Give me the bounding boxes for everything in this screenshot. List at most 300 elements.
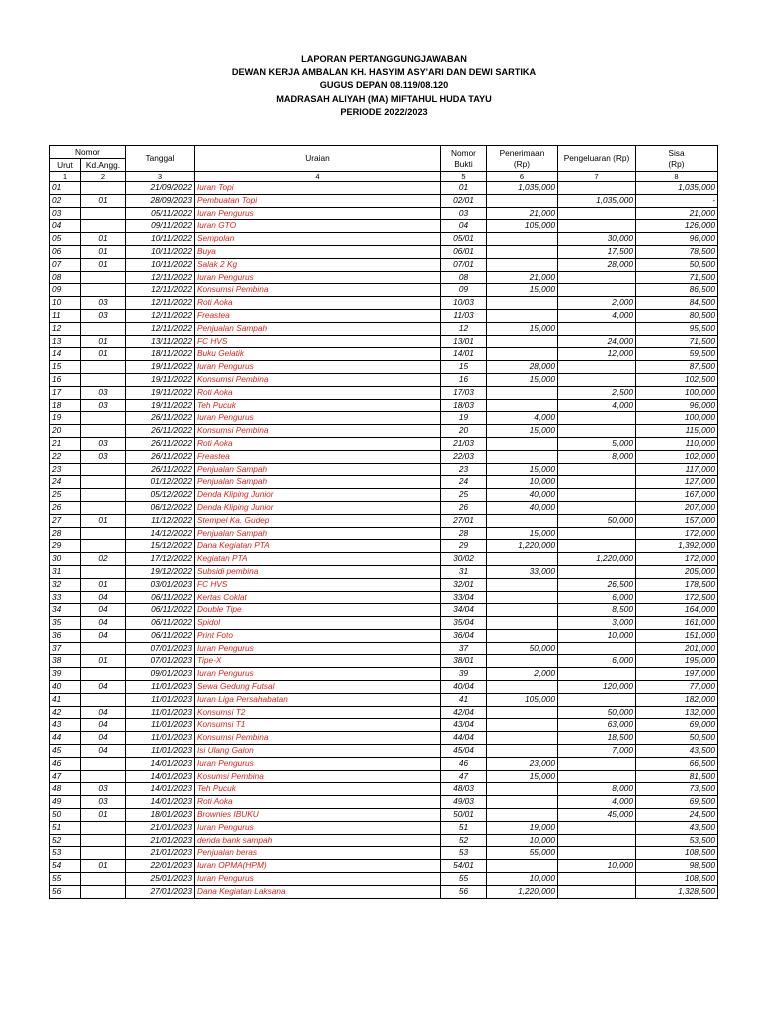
cell-pengeluaran: 3,000: [558, 617, 636, 630]
cell-sisa: 96,000: [636, 399, 718, 412]
col-number: 2: [81, 172, 126, 182]
cell-sisa: 71,500: [636, 335, 718, 348]
table-row: [50, 719, 718, 732]
table-row: [50, 489, 718, 502]
cell-pengeluaran: 24,000: [558, 335, 636, 348]
cell-nomor-bukti: 26: [441, 501, 487, 514]
cell-kd-angg: 04: [81, 591, 126, 604]
table-row: [50, 732, 718, 745]
cell-kd-angg: 03: [81, 399, 126, 412]
cell-sisa: 50,500: [636, 258, 718, 271]
cell-sisa: 172,000: [636, 527, 718, 540]
cell-nomor-bukti: 13/01: [441, 335, 487, 348]
cell-kd-angg: 04: [81, 745, 126, 758]
cell-nomor-bukti: 40/04: [441, 681, 487, 694]
cell-nomor-bukti: 05/01: [441, 233, 487, 246]
cell-uraian: Iuran Pengurus: [195, 668, 441, 681]
table-row: [50, 809, 718, 822]
cell-sisa: 73,500: [636, 783, 718, 796]
cell-penerimaan: [487, 386, 558, 399]
table-row: [50, 412, 718, 425]
cell-sisa: 115,000: [636, 425, 718, 438]
cell-nomor-bukti: 09: [441, 284, 487, 297]
cell-urut: 33: [50, 591, 81, 604]
cell-sisa: 21,000: [636, 207, 718, 220]
cell-tanggal: 21/01/2023: [126, 834, 195, 847]
cell-pengeluaran: 6,000: [558, 591, 636, 604]
cell-tanggal: 14/01/2023: [126, 770, 195, 783]
cell-penerimaan: 10,000: [487, 834, 558, 847]
cell-pengeluaran: [558, 565, 636, 578]
cell-penerimaan: 15,000: [487, 373, 558, 386]
cell-sisa: 96,000: [636, 233, 718, 246]
cell-penerimaan: [487, 399, 558, 412]
cell-tanggal: 11/01/2023: [126, 681, 195, 694]
cell-urut: 45: [50, 745, 81, 758]
cell-pengeluaran: [558, 873, 636, 886]
cell-kd-angg: 04: [81, 706, 126, 719]
cell-tanggal: 22/01/2023: [126, 860, 195, 873]
cell-tanggal: 10/11/2022: [126, 258, 195, 271]
cell-tanggal: 19/11/2022: [126, 373, 195, 386]
cell-pengeluaran: [558, 821, 636, 834]
cell-nomor-bukti: 31: [441, 565, 487, 578]
cell-urut: 14: [50, 348, 81, 361]
cell-urut: 17: [50, 386, 81, 399]
cell-pengeluaran: [558, 476, 636, 489]
cell-penerimaan: [487, 783, 558, 796]
table-row: [50, 860, 718, 873]
cell-pengeluaran: 18,500: [558, 732, 636, 745]
cell-penerimaan: [487, 297, 558, 310]
cell-tanggal: 26/11/2022: [126, 437, 195, 450]
cell-tanggal: 14/12/2022: [126, 527, 195, 540]
cell-sisa: 151,000: [636, 629, 718, 642]
cell-uraian: Roti Aoka: [195, 386, 441, 399]
cell-uraian: Stempel Ka. Gudep: [195, 514, 441, 527]
cell-nomor-bukti: 45/04: [441, 745, 487, 758]
col-number: 3: [126, 172, 195, 182]
cell-kd-angg: [81, 412, 126, 425]
cell-tanggal: 07/01/2023: [126, 642, 195, 655]
cell-uraian: Konsumsi T1: [195, 719, 441, 732]
cell-tanggal: 12/11/2022: [126, 322, 195, 335]
cell-uraian: Iuran GTO: [195, 220, 441, 233]
cell-sisa: 71,500: [636, 271, 718, 284]
cell-penerimaan: 28,000: [487, 361, 558, 374]
cell-kd-angg: 04: [81, 629, 126, 642]
cell-kd-angg: 01: [81, 514, 126, 527]
cell-penerimaan: [487, 629, 558, 642]
cell-penerimaan: [487, 553, 558, 566]
cell-tanggal: 21/09/2022: [126, 182, 195, 195]
cell-kd-angg: 03: [81, 437, 126, 450]
cell-urut: 07: [50, 258, 81, 271]
cell-uraian: Iuran Pengurus: [195, 271, 441, 284]
table-row: [50, 425, 718, 438]
table-row: [50, 540, 718, 553]
cell-kd-angg: [81, 489, 126, 502]
cell-pengeluaran: 5,000: [558, 437, 636, 450]
cell-penerimaan: 15,000: [487, 770, 558, 783]
col-header-penerimaan: Penerimaan (Rp): [487, 146, 558, 172]
cell-penerimaan: [487, 194, 558, 207]
cell-uraian: Roti Aoka: [195, 796, 441, 809]
cell-uraian: FC HVS: [195, 578, 441, 591]
cell-tanggal: 09/01/2023: [126, 668, 195, 681]
cell-pengeluaran: [558, 501, 636, 514]
cell-urut: 11: [50, 309, 81, 322]
cell-nomor-bukti: 41: [441, 693, 487, 706]
cell-nomor-bukti: 20: [441, 425, 487, 438]
cell-penerimaan: [487, 719, 558, 732]
cell-uraian: Kosumsi Pembina: [195, 770, 441, 783]
cell-uraian: Pembuatan Topi: [195, 194, 441, 207]
cell-sisa: 172,500: [636, 591, 718, 604]
cell-tanggal: 11/01/2023: [126, 706, 195, 719]
cell-penerimaan: 40,000: [487, 501, 558, 514]
cell-tanggal: 19/12/2022: [126, 565, 195, 578]
table-row: [50, 873, 718, 886]
cell-kd-angg: [81, 540, 126, 553]
cell-nomor-bukti: 14/01: [441, 348, 487, 361]
cell-penerimaan: [487, 335, 558, 348]
cell-penerimaan: [487, 706, 558, 719]
cell-tanggal: 03/01/2023: [126, 578, 195, 591]
cell-tanggal: 10/11/2022: [126, 233, 195, 246]
cell-sisa: 207,000: [636, 501, 718, 514]
cell-penerimaan: 105,000: [487, 693, 558, 706]
cell-uraian: Kertas Coklat: [195, 591, 441, 604]
cell-pengeluaran: 4,000: [558, 399, 636, 412]
table-row: [50, 642, 718, 655]
cell-penerimaan: 15,000: [487, 322, 558, 335]
cell-sisa: 77,000: [636, 681, 718, 694]
cell-urut: 24: [50, 476, 81, 489]
table-row: [50, 770, 718, 783]
cell-urut: 44: [50, 732, 81, 745]
cell-penerimaan: 21,000: [487, 271, 558, 284]
cell-pengeluaran: 6,000: [558, 655, 636, 668]
cell-kd-angg: 01: [81, 578, 126, 591]
cell-tanggal: 07/01/2023: [126, 655, 195, 668]
cell-pengeluaran: [558, 182, 636, 195]
cell-kd-angg: [81, 207, 126, 220]
cell-urut: 30: [50, 553, 81, 566]
table-row: [50, 553, 718, 566]
cell-sisa: -: [636, 194, 718, 207]
cell-pengeluaran: 12,000: [558, 348, 636, 361]
col-header-nomor-bukti: Nomor Bukti: [441, 146, 487, 172]
cell-kd-angg: 04: [81, 681, 126, 694]
cell-pengeluaran: [558, 668, 636, 681]
cell-uraian: FC HVS: [195, 335, 441, 348]
cell-uraian: Roti Aoka: [195, 437, 441, 450]
cell-tanggal: 05/12/2022: [126, 489, 195, 502]
school-name: MADRASAH ALIYAH (MA) MIFTAHUL HUDA TAYU: [276, 93, 492, 104]
cell-kd-angg: [81, 182, 126, 195]
cell-urut: 53: [50, 847, 81, 860]
cell-penerimaan: [487, 809, 558, 822]
cell-pengeluaran: 28,000: [558, 258, 636, 271]
cell-kd-angg: [81, 284, 126, 297]
cell-pengeluaran: [558, 847, 636, 860]
cell-nomor-bukti: 07/01: [441, 258, 487, 271]
cell-tanggal: 06/12/2022: [126, 501, 195, 514]
cell-kd-angg: [81, 271, 126, 284]
cell-tanggal: 21/01/2023: [126, 821, 195, 834]
col-number: 1: [50, 172, 81, 182]
cell-penerimaan: 4,000: [487, 412, 558, 425]
table-row: [50, 629, 718, 642]
col-number: 5: [441, 172, 487, 182]
cell-urut: 16: [50, 373, 81, 386]
cell-tanggal: 11/01/2023: [126, 745, 195, 758]
cell-urut: 37: [50, 642, 81, 655]
cell-nomor-bukti: 28: [441, 527, 487, 540]
organization-name: DEWAN KERJA AMBALAN KH. HASYIM ASY'ARI DAN DEWI SARTIKA: [231, 67, 537, 78]
table-row: [50, 309, 718, 322]
cell-nomor-bukti: 55: [441, 873, 487, 886]
cell-nomor-bukti: 04: [441, 220, 487, 233]
cell-tanggal: 26/11/2022: [126, 450, 195, 463]
cell-uraian: Sempolan: [195, 233, 441, 246]
column-number-row: [50, 172, 718, 182]
table-row: [50, 348, 718, 361]
cell-urut: 27: [50, 514, 81, 527]
cell-pengeluaran: 4,000: [558, 796, 636, 809]
cell-pengeluaran: [558, 284, 636, 297]
table-row: [50, 604, 718, 617]
cell-sisa: 69,500: [636, 796, 718, 809]
cell-nomor-bukti: 22/03: [441, 450, 487, 463]
cell-tanggal: 06/11/2022: [126, 629, 195, 642]
cell-tanggal: 11/01/2023: [126, 693, 195, 706]
table-row: [50, 476, 718, 489]
cell-urut: 18: [50, 399, 81, 412]
cell-kd-angg: 04: [81, 604, 126, 617]
cell-sisa: 127,000: [636, 476, 718, 489]
cell-pengeluaran: 10,000: [558, 629, 636, 642]
cell-tanggal: 19/11/2022: [126, 399, 195, 412]
cell-kd-angg: 01: [81, 245, 126, 258]
cell-tanggal: 06/11/2022: [126, 617, 195, 630]
cell-penerimaan: 1,220,000: [487, 540, 558, 553]
cell-kd-angg: 01: [81, 233, 126, 246]
cell-nomor-bukti: 37: [441, 642, 487, 655]
cell-sisa: 108,500: [636, 847, 718, 860]
cell-tanggal: 14/01/2023: [126, 796, 195, 809]
table-row: [50, 245, 718, 258]
cell-urut: 46: [50, 757, 81, 770]
cell-kd-angg: [81, 770, 126, 783]
cell-tanggal: 01/12/2022: [126, 476, 195, 489]
cell-penerimaan: 15,000: [487, 527, 558, 540]
cell-nomor-bukti: 11/03: [441, 309, 487, 322]
cell-sisa: 78,500: [636, 245, 718, 258]
table-row: [50, 322, 718, 335]
cell-urut: 22: [50, 450, 81, 463]
cell-sisa: 167,000: [636, 489, 718, 502]
cell-uraian: Iuran Pengurus: [195, 821, 441, 834]
cell-kd-angg: [81, 834, 126, 847]
cell-pengeluaran: [558, 527, 636, 540]
cell-kd-angg: [81, 527, 126, 540]
cell-pengeluaran: [558, 425, 636, 438]
report-title: LAPORAN PERTANGGUNGJAWABAN: [301, 54, 467, 64]
cell-nomor-bukti: 15: [441, 361, 487, 374]
cell-pengeluaran: [558, 412, 636, 425]
cell-sisa: 126,000: [636, 220, 718, 233]
cell-urut: 29: [50, 540, 81, 553]
cell-nomor-bukti: 39: [441, 668, 487, 681]
cell-urut: 06: [50, 245, 81, 258]
table-row: [50, 591, 718, 604]
cell-uraian: Buku Gelatik: [195, 348, 441, 361]
cell-uraian: Konsumsi Pembina: [195, 284, 441, 297]
cell-pengeluaran: 17,500: [558, 245, 636, 258]
cell-kd-angg: 01: [81, 194, 126, 207]
cell-uraian: Konsumsi Pembina: [195, 732, 441, 745]
cell-uraian: Salak 2 Kg: [195, 258, 441, 271]
table-row: [50, 258, 718, 271]
cell-penerimaan: 1,220,000: [487, 885, 558, 898]
cell-urut: 04: [50, 220, 81, 233]
cell-pengeluaran: 50,000: [558, 706, 636, 719]
cell-uraian: Konsumsi T2: [195, 706, 441, 719]
cell-kd-angg: 03: [81, 309, 126, 322]
cell-sisa: 157,000: [636, 514, 718, 527]
table-row: [50, 745, 718, 758]
cell-sisa: 197,000: [636, 668, 718, 681]
table-row: [50, 182, 718, 195]
cell-uraian: Kegiatan PTA: [195, 553, 441, 566]
cell-tanggal: 09/11/2022: [126, 220, 195, 233]
cell-kd-angg: 02: [81, 553, 126, 566]
report-header: [0, 53, 768, 119]
cell-kd-angg: [81, 757, 126, 770]
cell-pengeluaran: [558, 489, 636, 502]
cell-urut: 05: [50, 233, 81, 246]
cell-urut: 15: [50, 361, 81, 374]
cell-kd-angg: 01: [81, 809, 126, 822]
cell-nomor-bukti: 23: [441, 463, 487, 476]
cell-tanggal: 12/11/2022: [126, 297, 195, 310]
cell-kd-angg: 04: [81, 617, 126, 630]
cell-sisa: 117,000: [636, 463, 718, 476]
cell-nomor-bukti: 51: [441, 821, 487, 834]
cell-pengeluaran: [558, 361, 636, 374]
cell-nomor-bukti: 47: [441, 770, 487, 783]
col-number: 8: [636, 172, 718, 182]
col-number: 7: [558, 172, 636, 182]
cell-nomor-bukti: 44/04: [441, 732, 487, 745]
cell-sisa: 172,000: [636, 553, 718, 566]
cell-uraian: Roti Aoka: [195, 297, 441, 310]
table-row: [50, 885, 718, 898]
cell-nomor-bukti: 02/01: [441, 194, 487, 207]
cell-urut: 41: [50, 693, 81, 706]
cell-urut: 34: [50, 604, 81, 617]
gugus-depan: GUGUS DEPAN 08.119/08.120: [319, 80, 449, 91]
cell-nomor-bukti: 10/03: [441, 297, 487, 310]
cell-penerimaan: [487, 309, 558, 322]
cell-urut: 52: [50, 834, 81, 847]
cell-urut: 23: [50, 463, 81, 476]
cell-nomor-bukti: 42/04: [441, 706, 487, 719]
cell-uraian: Iuran Pengurus: [195, 757, 441, 770]
cell-nomor-bukti: 49/03: [441, 796, 487, 809]
cell-penerimaan: 15,000: [487, 425, 558, 438]
cell-tanggal: 26/11/2022: [126, 412, 195, 425]
cell-urut: 12: [50, 322, 81, 335]
table-row: [50, 783, 718, 796]
table-row: [50, 693, 718, 706]
cell-nomor-bukti: 53: [441, 847, 487, 860]
cell-urut: 03: [50, 207, 81, 220]
cell-urut: 39: [50, 668, 81, 681]
cell-sisa: 43,500: [636, 745, 718, 758]
cell-nomor-bukti: 03: [441, 207, 487, 220]
col-header-nomor: Nomor: [50, 146, 126, 159]
cell-uraian: Brownies IBUKU: [195, 809, 441, 822]
cell-pengeluaran: [558, 770, 636, 783]
cell-penerimaan: [487, 233, 558, 246]
cell-tanggal: 12/11/2022: [126, 284, 195, 297]
cell-penerimaan: 15,000: [487, 463, 558, 476]
cell-tanggal: 13/11/2022: [126, 335, 195, 348]
cell-nomor-bukti: 01: [441, 182, 487, 195]
period: PERIODE 2022/2023: [340, 106, 428, 117]
table-row: [50, 796, 718, 809]
cell-urut: 54: [50, 860, 81, 873]
cell-tanggal: 12/11/2022: [126, 271, 195, 284]
cell-pengeluaran: 10,000: [558, 860, 636, 873]
cell-uraian: Dana Kegiatan PTA: [195, 540, 441, 553]
table-row: [50, 271, 718, 284]
cell-kd-angg: [81, 821, 126, 834]
table-row: [50, 681, 718, 694]
cell-penerimaan: 21,000: [487, 207, 558, 220]
cell-urut: 02: [50, 194, 81, 207]
cell-penerimaan: 105,000: [487, 220, 558, 233]
cell-penerimaan: 19,000: [487, 821, 558, 834]
cell-pengeluaran: 120,000: [558, 681, 636, 694]
cell-urut: 36: [50, 629, 81, 642]
cell-uraian: Penjualan Sampah: [195, 322, 441, 335]
cell-urut: 42: [50, 706, 81, 719]
cell-sisa: 182,000: [636, 693, 718, 706]
cell-nomor-bukti: 52: [441, 834, 487, 847]
cell-nomor-bukti: 33/04: [441, 591, 487, 604]
cell-sisa: 102,500: [636, 373, 718, 386]
cell-pengeluaran: 30,000: [558, 233, 636, 246]
col-header-pengeluaran: Pengeluaran (Rp): [558, 146, 636, 172]
cell-uraian: Subsidi pembina: [195, 565, 441, 578]
cell-tanggal: 28/09/2023: [126, 194, 195, 207]
cell-kd-angg: [81, 501, 126, 514]
cell-urut: 56: [50, 885, 81, 898]
cell-urut: 40: [50, 681, 81, 694]
cell-penerimaan: [487, 578, 558, 591]
cell-pengeluaran: 45,000: [558, 809, 636, 822]
cell-kd-angg: [81, 425, 126, 438]
cell-uraian: Teh Pucuk: [195, 399, 441, 412]
cell-sisa: 69,000: [636, 719, 718, 732]
cell-nomor-bukti: 25: [441, 489, 487, 502]
cell-sisa: 1,035,000: [636, 182, 718, 195]
cell-tanggal: 27/01/2023: [126, 885, 195, 898]
